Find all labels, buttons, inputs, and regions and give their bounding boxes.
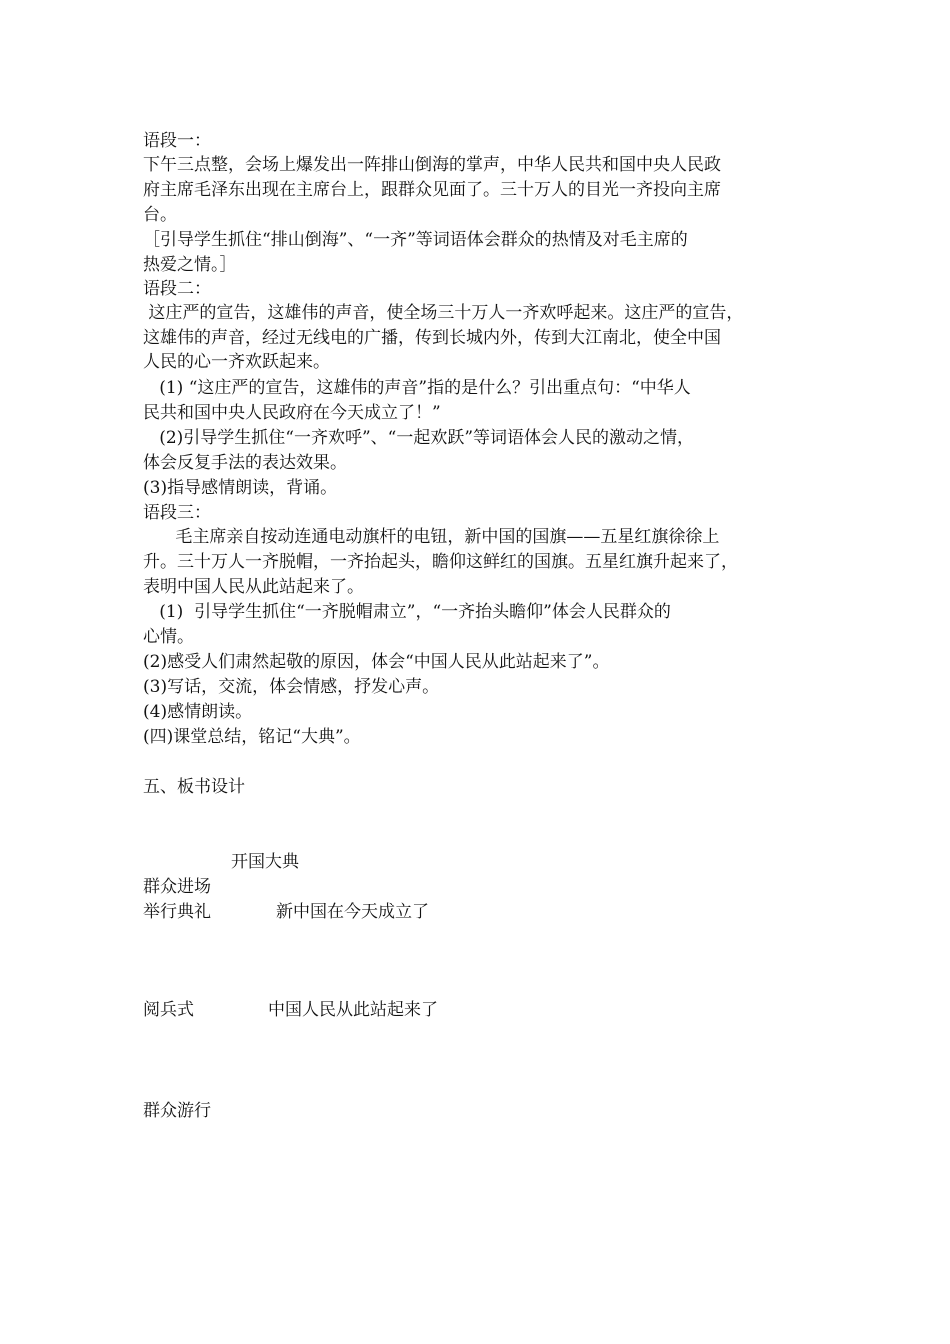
- section2-line: 这庄严的宣告，这雄伟的声音，使全场三十万人一齐欢呼起来。这庄严的宣告，: [143, 303, 744, 323]
- section3-line: (4)感情朗读。: [143, 702, 253, 722]
- section3-line: (四)课堂总结，铭记“大典”。: [143, 727, 361, 747]
- board-left-item: 群众游行: [143, 1101, 211, 1121]
- board-left-item: 举行典礼: [143, 902, 211, 922]
- section2-line: (2)引导学生抓住“一齐欢呼”、“一起欢跃”等词语体会人民的激动之情，: [143, 428, 695, 448]
- board-heading: 五、板书设计: [143, 777, 245, 797]
- board-right-item: 新中国在今天成立了: [276, 902, 429, 922]
- section3-line: 心情。: [143, 627, 194, 647]
- section1-line: 下午三点整，会场上爆发出一阵排山倒海的掌声，中华人民共和国中央人民政: [143, 155, 721, 175]
- section2-line: 人民的心一齐欢跃起来。: [143, 352, 330, 372]
- section3-heading: 语段三：: [143, 503, 211, 523]
- section3-line: (1) 引导学生抓住“一齐脱帽肃立”，“一齐抬头瞻仰”体会人民群众的: [143, 602, 671, 622]
- section2-line: (1) “这庄严的宣告，这雄伟的声音”指的是什么？引出重点句：“中华人: [143, 378, 691, 398]
- board-left-item: 阅兵式: [143, 1000, 194, 1020]
- section2-line: 体会反复手法的表达效果。: [143, 453, 347, 473]
- board-title: 开国大典: [231, 852, 299, 872]
- section1-line: 台。: [143, 205, 177, 225]
- section2-line: 民共和国中央人民政府在今天成立了！”: [143, 403, 441, 423]
- section2-line: (3)指导感情朗读，背诵。: [143, 478, 338, 498]
- section1-line: ［引导学生抓住“排山倒海”、“一齐”等词语体会群众的热情及对毛主席的: [143, 230, 688, 250]
- section3-line: (3)写话，交流，体会情感，抒发心声。: [143, 677, 440, 697]
- section3-line: (2)感受人们肃然起敬的原因，体会“中国人民从此站起来了”。: [143, 652, 610, 672]
- board-left-item: 群众进场: [143, 877, 211, 897]
- section3-line: 升。三十万人一齐脱帽，一齐抬起头，瞻仰这鲜红的国旗。五星红旗升起来了，: [143, 552, 738, 572]
- section3-line: 毛主席亲自按动连通电动旗杆的电钮，新中国的国旗——五星红旗徐徐上: [143, 527, 720, 547]
- section1-line: 府主席毛泽东出现在主席台上，跟群众见面了。三十万人的目光一齐投向主席: [143, 180, 721, 200]
- section1-line: 热爱之情。］: [143, 255, 237, 275]
- board-right-item: 中国人民从此站起来了: [268, 1000, 438, 1020]
- section2-line: 这雄伟的声音，经过无线电的广播，传到长城内外，传到大江南北，使全中国: [143, 328, 721, 348]
- section1-heading: 语段一：: [143, 131, 211, 151]
- section2-heading: 语段二：: [143, 279, 211, 299]
- section3-line: 表明中国人民从此站起来了。: [143, 577, 364, 597]
